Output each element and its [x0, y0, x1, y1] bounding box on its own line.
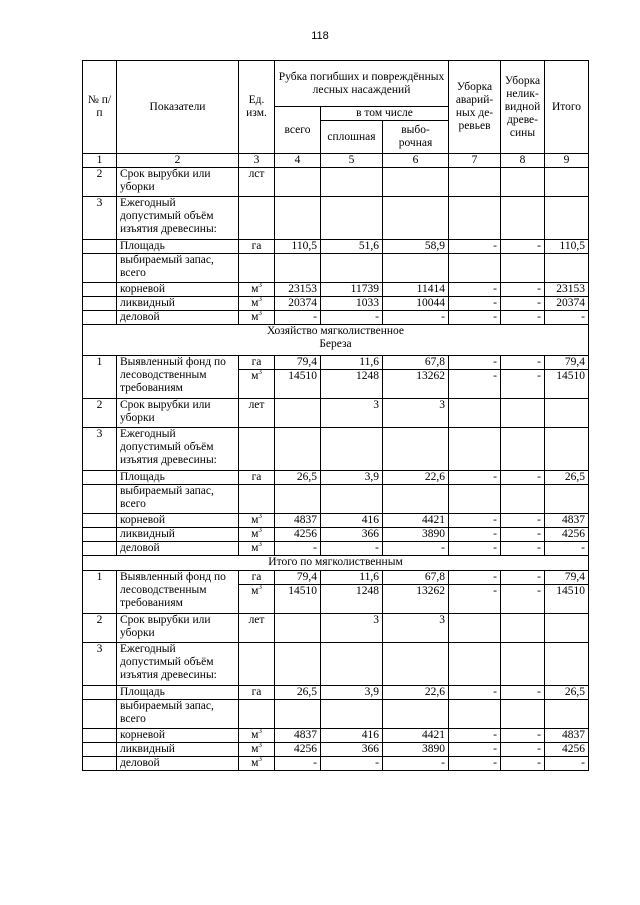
cell-value: -	[501, 542, 545, 556]
cell-value: -	[321, 757, 383, 771]
cell-value: 3,9	[321, 686, 383, 700]
cell-value: 26,5	[275, 686, 321, 700]
cell-value: 3	[383, 399, 449, 428]
cell-value: 67,8	[383, 356, 449, 370]
row-num: 1	[83, 356, 117, 399]
row-unit: $м^3$	[239, 757, 275, 771]
table-row	[83, 542, 589, 556]
cell-value: -	[275, 311, 321, 325]
cell-value: 3	[383, 614, 449, 643]
header-indicator: Показатели	[117, 61, 239, 154]
row-label: деловой	[117, 757, 239, 771]
cell-value: 366	[321, 743, 383, 757]
cell-value: -	[501, 514, 545, 528]
cell-value: -	[449, 686, 501, 700]
header-unit: Ед. изм.	[239, 61, 275, 154]
table-row	[83, 240, 589, 254]
table-row	[83, 428, 589, 471]
section-title: Итого по мягколиственным	[83, 556, 589, 571]
row-unit: лет	[239, 399, 275, 428]
cell-value: 4837	[275, 514, 321, 528]
cell-value: 14510	[275, 370, 321, 399]
cell-value: -	[321, 311, 383, 325]
cell-value: -	[383, 542, 449, 556]
col-number: 7	[449, 154, 501, 168]
cell-value: -	[383, 311, 449, 325]
cell-value: 4256	[545, 528, 589, 542]
cell-value: -	[449, 471, 501, 485]
cell-value: 4837	[545, 729, 589, 743]
row-unit: га	[239, 571, 275, 585]
row-num: 1	[83, 571, 117, 614]
table-row	[83, 614, 589, 643]
col-number: 2	[117, 154, 239, 168]
col-number: 9	[545, 154, 589, 168]
header-emergency: Уборка аварий-ных де-ревьев	[449, 61, 501, 154]
page-number: 118	[311, 30, 329, 42]
row-num: 2	[83, 614, 117, 643]
row-label: корневой	[117, 283, 239, 297]
header-including: в том числе	[321, 107, 449, 121]
table-row	[83, 311, 589, 325]
cell-value: -	[449, 283, 501, 297]
cell-value: -	[501, 571, 545, 585]
row-unit: га	[239, 686, 275, 700]
cell-value: -	[449, 514, 501, 528]
cell-value: -	[275, 542, 321, 556]
table-row	[83, 571, 589, 585]
section-title: Хозяйство мягколиственное	[266, 325, 405, 337]
cell-value: -	[383, 757, 449, 771]
cell-value: 26,5	[545, 471, 589, 485]
table-row	[83, 643, 589, 686]
cell-value: -	[321, 542, 383, 556]
cell-value: -	[501, 311, 545, 325]
row-unit: $м^3$	[239, 542, 275, 556]
row-label: Ежегодный допустимый объём изъятия древесины:	[117, 428, 239, 471]
cell-value: -	[501, 585, 545, 614]
table-row	[83, 514, 589, 528]
cell-value: 22,6	[383, 686, 449, 700]
cell-value: -	[501, 686, 545, 700]
row-unit: га	[239, 356, 275, 370]
row-label: выбираемый запас, всего	[117, 254, 239, 283]
cell-value: 110,5	[545, 240, 589, 254]
header-selective: выбо-рочная	[383, 121, 449, 154]
table-row	[83, 686, 589, 700]
cell-value: -	[449, 585, 501, 614]
row-label: Площадь	[117, 686, 239, 700]
row-unit: $м^3$	[239, 743, 275, 757]
row-label: Выявленный фонд по лесоводственным требованиям	[117, 571, 239, 614]
cell-value: -	[449, 542, 501, 556]
cell-value: -	[501, 356, 545, 370]
cell-value: -	[449, 729, 501, 743]
cell-value: 4256	[545, 743, 589, 757]
cell-value: 58,9	[383, 240, 449, 254]
table-row	[83, 743, 589, 757]
cell-value: -	[545, 542, 589, 556]
row-unit: $м^3$	[239, 585, 275, 614]
cell-value: 20374	[275, 297, 321, 311]
table-row	[83, 168, 589, 197]
header-felling: Рубка погибших и повреждённых лесных насаждений	[275, 61, 449, 107]
row-unit: $м^3$	[239, 370, 275, 399]
cell-value: 3890	[383, 528, 449, 542]
row-label: корневой	[117, 729, 239, 743]
row-num: 3	[83, 643, 117, 686]
section-header	[83, 325, 589, 356]
row-num: 2	[83, 168, 117, 197]
cell-value: -	[501, 297, 545, 311]
section-header	[83, 556, 589, 571]
row-unit: $м^3$	[239, 528, 275, 542]
col-number: 8	[501, 154, 545, 168]
cell-value: 110,5	[275, 240, 321, 254]
cell-value: -	[501, 729, 545, 743]
cell-value: -	[449, 370, 501, 399]
cell-value: 51,6	[321, 240, 383, 254]
cell-value: -	[449, 240, 501, 254]
row-label: корневой	[117, 514, 239, 528]
header-nonliquid: Уборка нелик-видной древе-сины	[501, 61, 545, 154]
table-row	[83, 297, 589, 311]
header-total-sub: всего	[275, 107, 321, 154]
cell-value: 22,6	[383, 471, 449, 485]
cell-value: -	[545, 757, 589, 771]
cell-value: 3	[321, 614, 383, 643]
col-number: 6	[383, 154, 449, 168]
cell-value: 20374	[545, 297, 589, 311]
cell-value: 14510	[275, 585, 321, 614]
row-label: Площадь	[117, 240, 239, 254]
cell-value: 4837	[275, 729, 321, 743]
cell-value: 79,4	[545, 571, 589, 585]
table-row	[83, 528, 589, 542]
cell-value: -	[501, 757, 545, 771]
row-num: 3	[83, 197, 117, 240]
cell-value: 26,5	[275, 471, 321, 485]
row-label: Срок вырубки или уборки	[117, 168, 239, 197]
cell-value: 416	[321, 514, 383, 528]
row-label: деловой	[117, 542, 239, 556]
row-label: Срок вырубки или уборки	[117, 399, 239, 428]
cell-value: 4421	[383, 514, 449, 528]
row-label: ликвидный	[117, 743, 239, 757]
cell-value: -	[449, 297, 501, 311]
cell-value: 3890	[383, 743, 449, 757]
table-row	[83, 254, 589, 283]
cell-value: 416	[321, 729, 383, 743]
row-label: выбираемый запас, всего	[117, 700, 239, 729]
table-row	[83, 700, 589, 729]
cell-value: 11414	[383, 283, 449, 297]
cell-value: 366	[321, 528, 383, 542]
cell-value: -	[449, 757, 501, 771]
cell-value: 4256	[275, 528, 321, 542]
cell-value: 4256	[275, 743, 321, 757]
cell-value: 79,4	[545, 356, 589, 370]
cell-value: -	[275, 757, 321, 771]
row-unit: $м^3$	[239, 311, 275, 325]
cell-value: 11,6	[321, 356, 383, 370]
cell-value: 4421	[383, 729, 449, 743]
row-num: 3	[83, 428, 117, 471]
column-number-row	[83, 154, 589, 168]
cell-value: 3,9	[321, 471, 383, 485]
cell-value: 10044	[383, 297, 449, 311]
cell-value: -	[501, 471, 545, 485]
row-num: 2	[83, 399, 117, 428]
row-label: ликвидный	[117, 528, 239, 542]
cell-value: 23153	[545, 283, 589, 297]
cell-value: 23153	[275, 283, 321, 297]
cell-value: 26,5	[545, 686, 589, 700]
cell-value: 14510	[545, 585, 589, 614]
cell-value: 67,8	[383, 571, 449, 585]
row-label: выбираемый запас, всего	[117, 485, 239, 514]
table-row	[83, 485, 589, 514]
row-unit: $м^3$	[239, 729, 275, 743]
col-number: 1	[83, 154, 117, 168]
row-unit: $м^3$	[239, 297, 275, 311]
row-label: Срок вырубки или уборки	[117, 614, 239, 643]
cell-value: -	[449, 743, 501, 757]
cell-value: 79,4	[275, 571, 321, 585]
cell-value: -	[501, 528, 545, 542]
cell-value: -	[449, 571, 501, 585]
col-number: 5	[321, 154, 383, 168]
cell-value: 11739	[321, 283, 383, 297]
cell-value: -	[501, 370, 545, 399]
table-row	[83, 757, 589, 771]
table-row	[83, 356, 589, 370]
cell-value: -	[501, 283, 545, 297]
cell-value: 79,4	[275, 356, 321, 370]
cell-value: 1248	[321, 585, 383, 614]
cell-value: 11,6	[321, 571, 383, 585]
col-number: 4	[275, 154, 321, 168]
header-clear: сплошная	[321, 121, 383, 154]
table-row	[83, 471, 589, 485]
header-grand-total: Итого	[545, 61, 589, 154]
table-row	[83, 729, 589, 743]
row-label: Площадь	[117, 471, 239, 485]
row-unit: $м^3$	[239, 283, 275, 297]
cell-value: -	[449, 311, 501, 325]
row-label: Ежегодный допустимый объём изъятия древесины:	[117, 197, 239, 240]
col-number: 3	[239, 154, 275, 168]
cell-value: 14510	[545, 370, 589, 399]
cell-value: -	[449, 356, 501, 370]
row-unit: лст	[239, 168, 275, 197]
header-num: № п/п	[83, 61, 117, 154]
row-unit: лет	[239, 614, 275, 643]
table-row	[83, 283, 589, 297]
row-label: Ежегодный допустимый объём изъятия древесины:	[117, 643, 239, 686]
cell-value: 13262	[383, 585, 449, 614]
row-label: деловой	[117, 311, 239, 325]
row-unit: $м^3$	[239, 514, 275, 528]
table-row	[83, 197, 589, 240]
table-row	[83, 399, 589, 428]
cell-value: -	[501, 240, 545, 254]
cell-value: 3	[321, 399, 383, 428]
cell-value: 1033	[321, 297, 383, 311]
cell-value: -	[449, 528, 501, 542]
cell-value: 4837	[545, 514, 589, 528]
cell-value: 13262	[383, 370, 449, 399]
cell-value: -	[545, 311, 589, 325]
row-label: Выявленный фонд по лесоводственным требованиям	[117, 356, 239, 399]
row-unit: га	[239, 240, 275, 254]
row-label: ликвидный	[117, 297, 239, 311]
cell-value: 1248	[321, 370, 383, 399]
forest-felling-table	[82, 60, 589, 771]
section-subtitle: Береза	[319, 338, 352, 350]
cell-value: -	[501, 743, 545, 757]
row-unit: га	[239, 471, 275, 485]
